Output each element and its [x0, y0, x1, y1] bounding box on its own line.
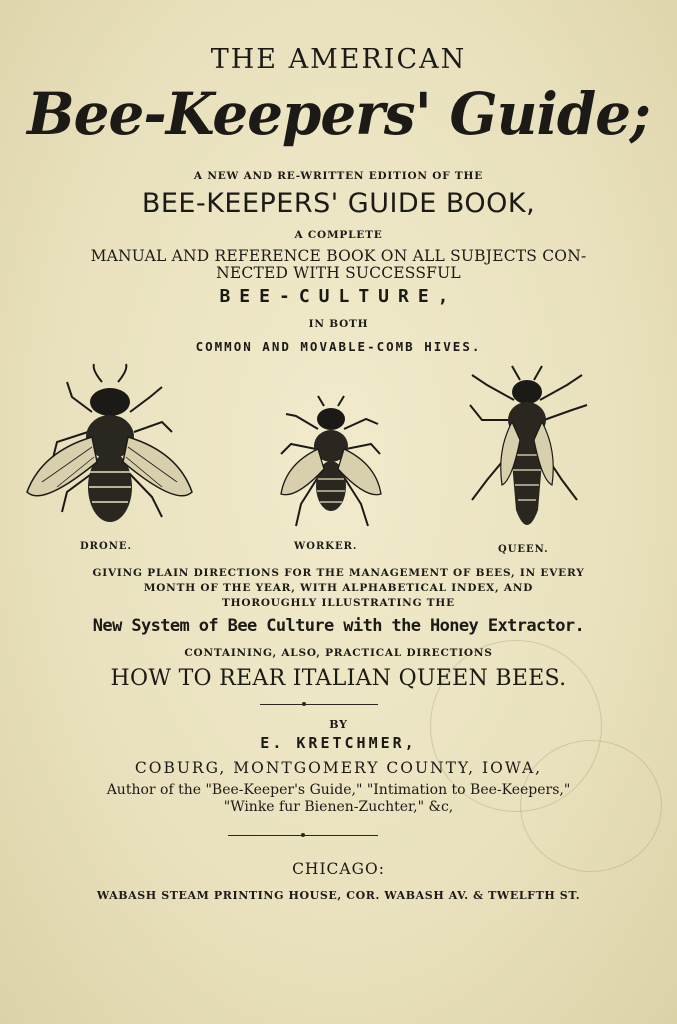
author-name: E. KRETCHMER, [260, 734, 417, 752]
queen-caption: QUEEN. [498, 544, 549, 555]
subtitle-small: A NEW AND RE-WRITTEN EDITION OF THE [193, 170, 484, 182]
how-to-rear-line: HOW TO REAR ITALIAN QUEEN BEES. [110, 666, 567, 691]
worker-bee-illustration [276, 394, 386, 534]
main-title: Bee-Keepers' Guide; [27, 80, 650, 148]
subtitle-large: BEE-KEEPERS' GUIDE BOOK, [141, 188, 536, 219]
queen-bee-illustration [462, 360, 592, 542]
new-system-line: New System of Bee Culture with the Honey Extractor. [92, 616, 585, 636]
by-line: BY [329, 718, 348, 731]
divider-dot [301, 833, 305, 837]
bee-culture: BEE-CULTURE, [219, 286, 458, 307]
drone-caption: DRONE. [80, 541, 132, 552]
title-line-the-american: THE AMERICAN [210, 44, 467, 75]
containing-line: CONTAINING, ALSO, PRACTICAL DIRECTIONS [184, 647, 493, 659]
divider-dot [302, 702, 306, 706]
drone-bee-illustration [22, 362, 197, 532]
in-both: IN BOTH [308, 318, 369, 330]
manual-line-1: MANUAL AND REFERENCE BOOK ON ALL SUBJECTS CON- [90, 247, 587, 265]
worker-caption: WORKER. [294, 541, 358, 552]
hives-line: COMMON AND MOVABLE-COMB HIVES. [195, 339, 482, 354]
giving-line-3: THOROUGHLY ILLUSTRATING THE [222, 597, 455, 609]
publisher-house: WABASH STEAM PRINTING HOUSE, COR. WABASH AV. & TWELFTH ST. [96, 889, 581, 902]
publisher-city: CHICAGO: [292, 860, 385, 878]
author-location: COBURG, MONTGOMERY COUNTY, IOWA, [134, 759, 543, 777]
manual-line-2: NECTED WITH SUCCESSFUL [216, 264, 461, 282]
author-works-line-1: Author of the "Bee-Keeper's Guide," "Intimation to Bee-Keepers," [106, 782, 571, 798]
author-works-line-2: "Winke fur Bienen-Zuchter," &c, [223, 799, 454, 815]
divider-rule [260, 704, 378, 705]
a-complete: A COMPLETE [294, 229, 383, 241]
giving-line-2: MONTH OF THE YEAR, WITH ALPHABETICAL INDEX, AND [143, 582, 534, 594]
giving-line-1: GIVING PLAIN DIRECTIONS FOR THE MANAGEMENT OF BEES, IN EVERY [92, 567, 585, 579]
